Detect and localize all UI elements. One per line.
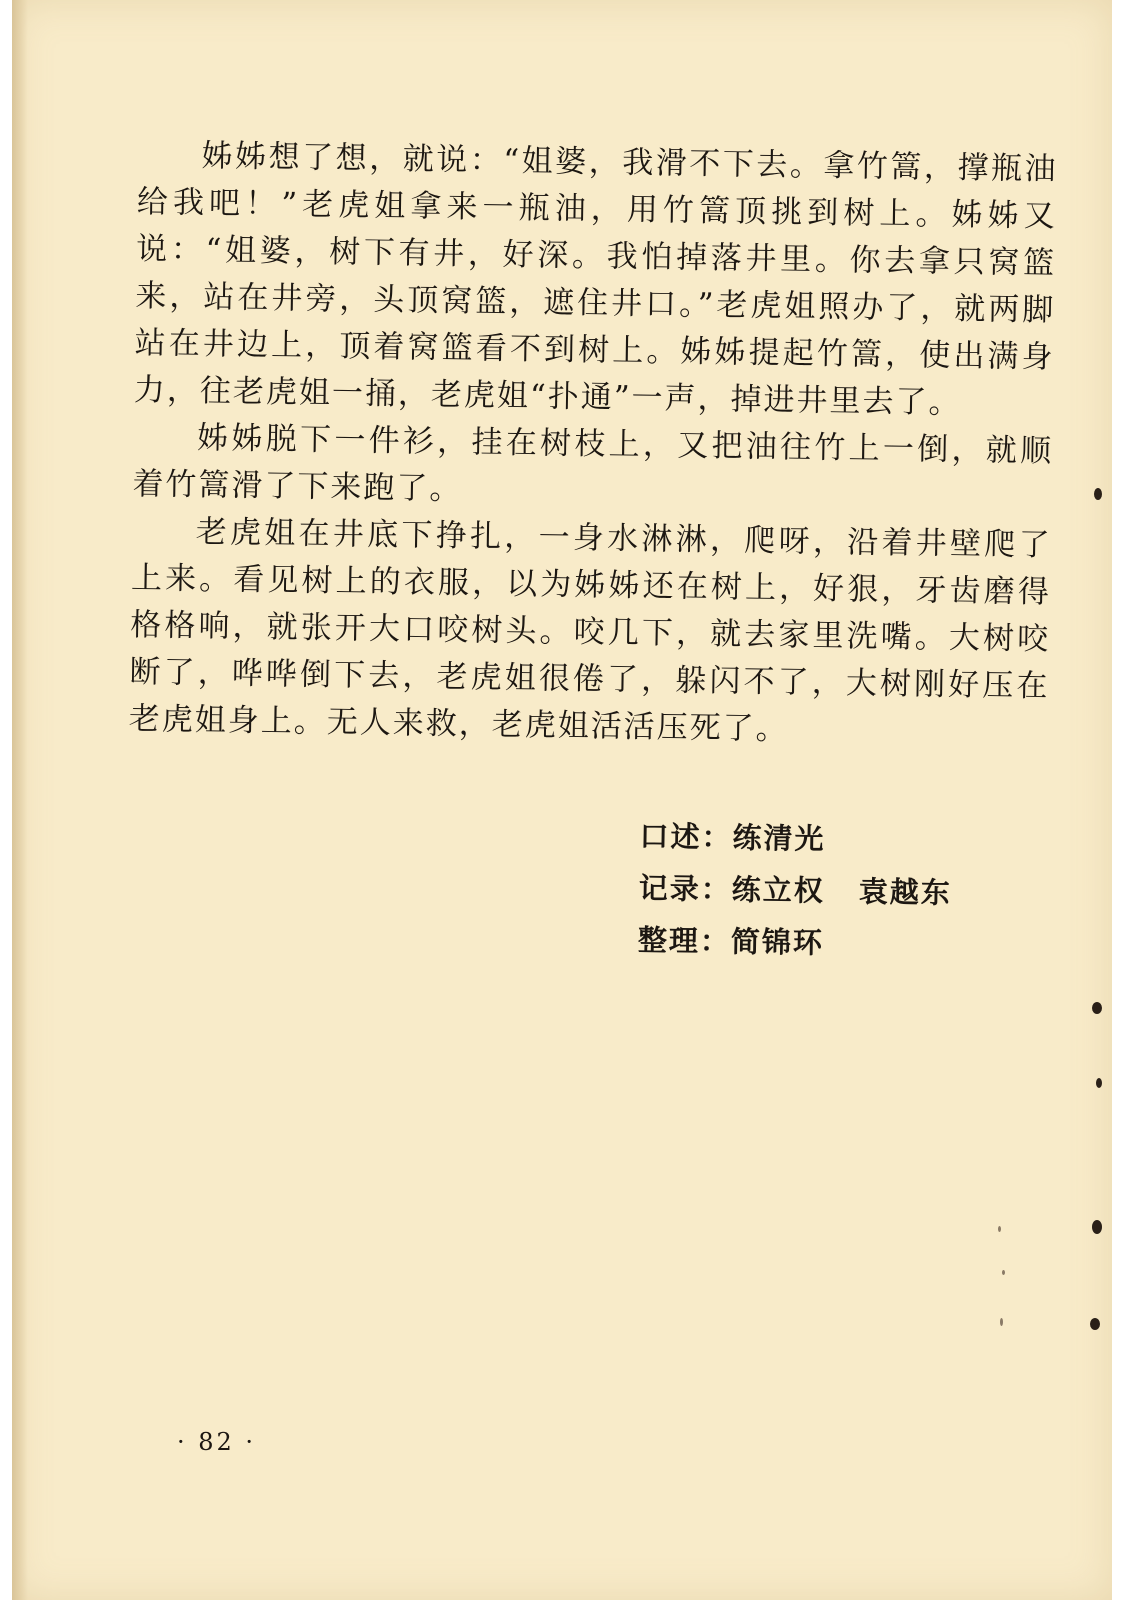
scan-speck [1092,1220,1102,1234]
scan-speck [1096,1078,1102,1088]
recorder-name-1: 练立权 [731,872,826,908]
paragraph-2: 姊姊脱下一件衫，挂在树枝上，又把油往竹上一倒，就顺着竹篙滑了下来跑了。 [132,419,1054,508]
recorder-name-2: 袁越东 [858,874,953,910]
paragraph-1: 姊姊想了想，就说：“姐婆，我滑不下去。拿竹篙，撑瓶油给我吧！”老虎姐拿来一瓶油，用竹篙顶挑到树上。姊姊又说：“姐婆，树下有井，好深。我怕掉落井里。你去拿只窝篮来，站在井旁，头顶窝篮，遮住井口。”老虎姐照办了，就两脚站在井边上，顶着窝篮看不到树上。姊姊提起竹篙，使出满身力，往老虎姐一捅，老虎姐“扑通”一声，掉进井里去了。 [133,138,1058,421]
credit-narrator-row [639,810,953,867]
book-page [12,0,1112,1600]
scan-speck [1002,1270,1005,1275]
editor-label: 整理： [637,922,732,959]
credit-recorder-row [638,862,952,919]
editor-name: 简锦环 [730,924,825,960]
narrator-label: 口述： [639,818,733,855]
credit-editor-row [638,914,952,971]
scan-speck [1092,1002,1102,1014]
story-text [128,132,1057,757]
narrator-name: 练清光 [732,820,826,856]
credits-block [638,810,953,971]
page-number: · 82 · [177,1428,257,1456]
page-edge-shadow [12,0,28,1600]
scan-speck [998,1226,1001,1232]
scan-speck [1090,1318,1100,1330]
recorder-label: 记录： [638,870,733,907]
paragraph-3: 老虎姐在井底下挣扎，一身水淋淋，爬呀，沿着井壁爬了上来。看见树上的衣服，以为姊姊还在树上，好狠，牙齿磨得格格响，就张开大口咬树头。咬几下，就去家里洗嘴。大树咬断了，哗哗倒下去，老虎姐很倦了，躲闪不了，大树刚好压在老虎姐身上。无人来救，老虎姐活活压死了。 [128,513,1052,748]
scan-speck [1094,488,1102,500]
scan-speck [1000,1318,1003,1326]
